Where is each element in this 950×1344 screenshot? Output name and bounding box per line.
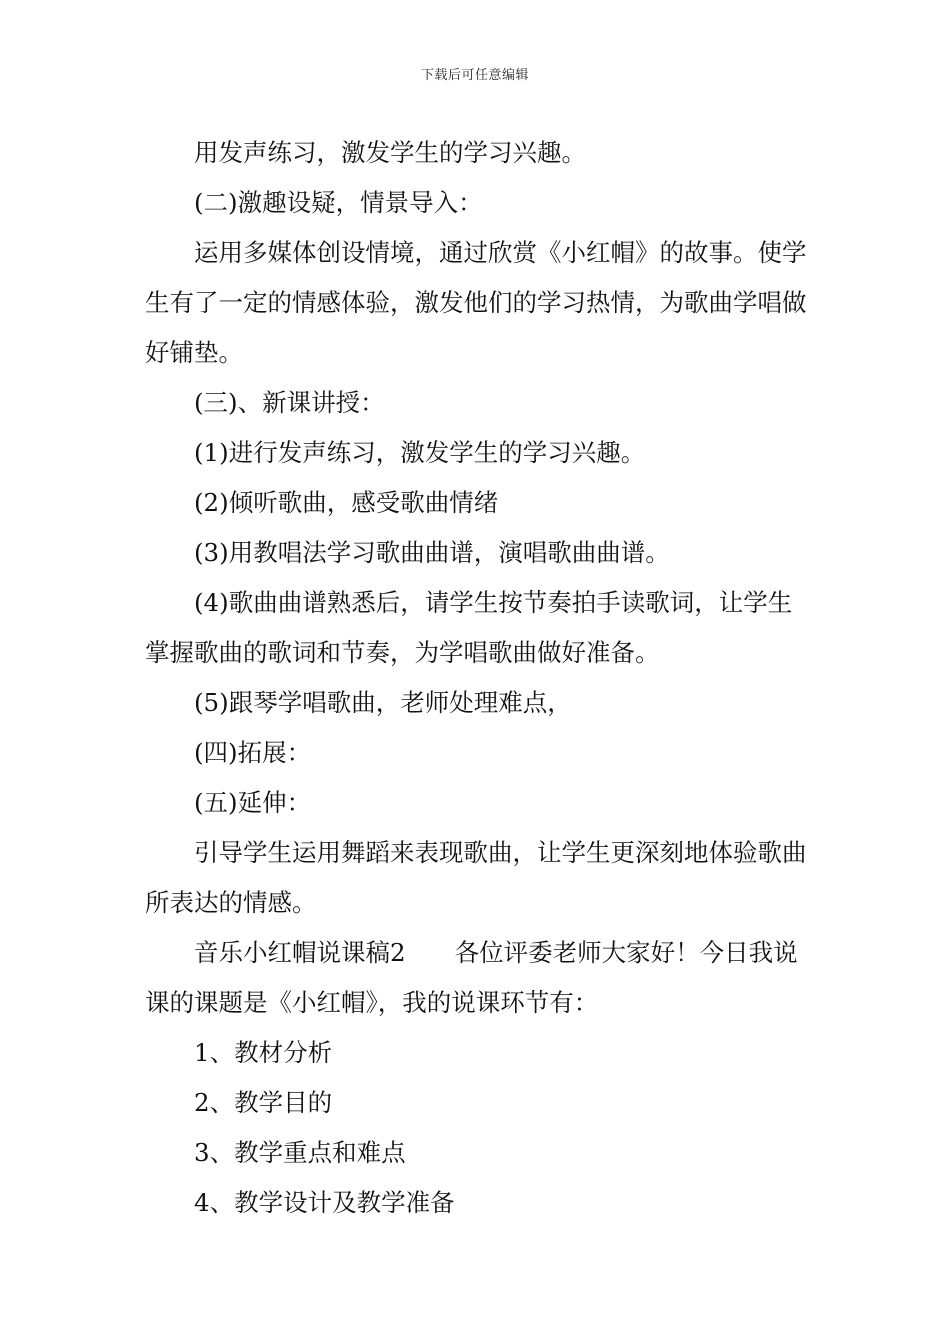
- document-body: [145, 128, 810, 1228]
- list-item: 3、教学重点和难点: [194, 1138, 406, 1167]
- list-item: 4、教学设计及教学准备: [194, 1188, 455, 1217]
- list-item: 2、教学目的: [194, 1088, 333, 1117]
- page-header: 下载后可任意编辑: [420, 68, 529, 83]
- list-item: (2)倾听歌曲，感受歌曲情绪: [194, 488, 499, 517]
- list-item: (3)用教唱法学习歌曲曲谱，演唱歌曲曲谱。: [194, 538, 670, 567]
- section-heading: (五)延伸：: [194, 788, 312, 817]
- list-item: (4)歌曲曲谱熟悉后，请学生按节奏拍手读歌词，让学生掌握歌曲的歌词和节奏，为学唱歌曲做好准备。: [145, 588, 793, 667]
- paragraph: 引导学生运用舞蹈来表现歌曲，让学生更深刻地体验歌曲所表达的情感。: [145, 838, 807, 917]
- list-item: (1)进行发声练习，激发学生的学习兴趣。: [194, 438, 646, 467]
- paragraph: 音乐小红帽说课稿2 各位评委老师大家好！今日我说课的课题是《小红帽》，我的说课环节有：: [145, 938, 798, 1017]
- section-heading: (二)激趣设疑，情景导入：: [194, 188, 483, 217]
- paragraph: 运用多媒体创设情境，通过欣赏《小红帽》的故事。使学生有了一定的情感体验，激发他们的学习热情，为歌曲学唱做好铺垫。: [145, 238, 807, 367]
- section-heading: (三)、新课讲授：: [194, 388, 385, 417]
- section-heading: (四)拓展：: [194, 738, 312, 767]
- paragraph: 用发声练习，激发学生的学习兴趣。: [194, 138, 586, 167]
- list-item: 1、教材分析: [194, 1038, 333, 1067]
- list-item: (5)跟琴学唱歌曲，老师处理难点，: [194, 688, 572, 717]
